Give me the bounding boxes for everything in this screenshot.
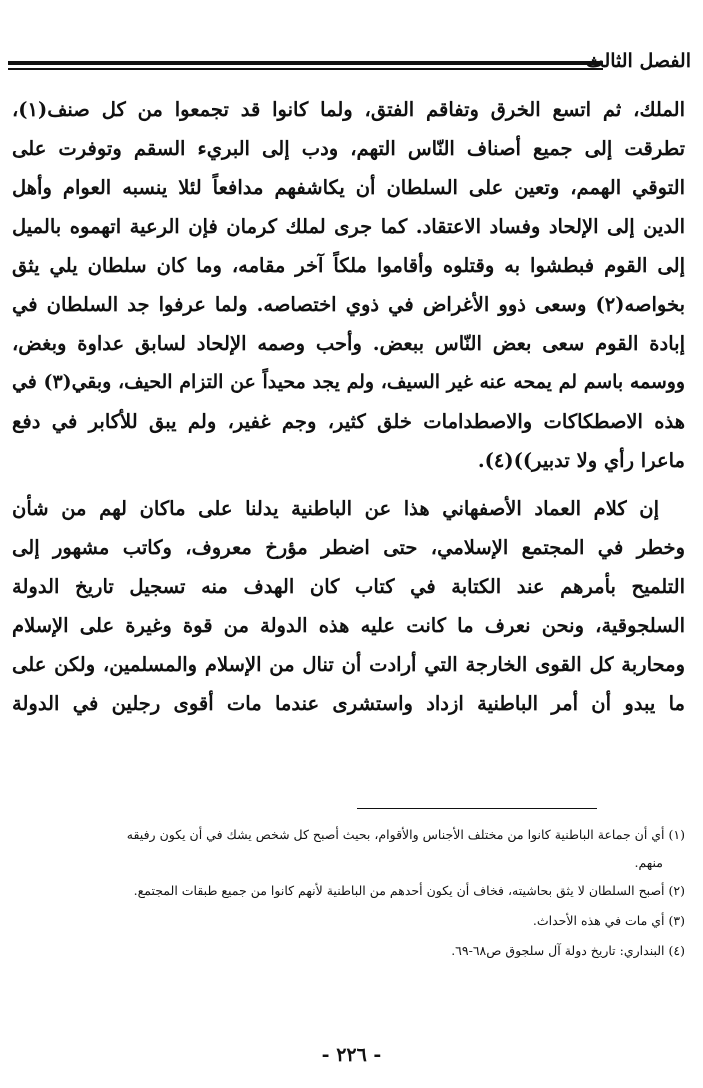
text-line-content: ماعرا رأي ولا تدبير))(٤). xyxy=(477,449,685,472)
text-line xyxy=(12,684,685,723)
text-line xyxy=(12,645,685,684)
text-line-content: الدين إلى الإلحاد وفساد الاعتقاد. كما جرى لملك كرمان فإن الرعية اتهموه بالميل xyxy=(12,215,685,238)
main-text xyxy=(12,90,685,723)
header-rule-thin xyxy=(8,68,603,70)
text-line-content: ومحاربة كل القوى الخارجة التي أرادت أن تنال من الإسلام والمسلمين، ولكن على xyxy=(12,653,685,676)
footnote-1-continuation: منهم. xyxy=(634,855,663,870)
text-line-content: إن كلام العماد الأصفهاني هذا عن الباطنية يدلنا على ماكان لهم من شأن xyxy=(12,497,659,520)
footnote-separator xyxy=(357,808,597,809)
text-line xyxy=(12,90,685,129)
footnote-4: (٤) البنداري: تاريخ دولة آل سلجوق ص٦٨-٦٩. xyxy=(451,943,685,958)
page-number: - ٢٢٦ - xyxy=(321,1044,382,1066)
chapter-title: الفصل الثالث xyxy=(585,50,691,72)
footnote-3: (٣) أي مات في هذه الأحداث. xyxy=(532,913,685,928)
text-line-content: ما يبدو أن أمر الباطنية ازداد واستشرى عندما مات أقوى رجلين في الدولة xyxy=(12,692,685,715)
footnotes xyxy=(10,820,685,966)
text-line xyxy=(12,567,685,606)
text-line xyxy=(12,285,685,324)
text-line xyxy=(12,129,685,168)
text-line xyxy=(12,363,685,402)
text-line-content: وخطر في المجتمع الإسلامي، حتى اضطر مؤرخ معروف، وكاتب مشهور إلى xyxy=(12,536,685,559)
header-rule xyxy=(8,52,603,74)
text-line-content: السلجوقية، ونحن نعرف ما كانت عليه هذه الدولة من قوة وغيرة على الإسلام xyxy=(12,614,685,637)
footnote-1: (١) أي أن جماعة الباطنية كانوا من مختلف الأجناس والأقوام، بحيث أصبح كل شخص يشك في أن يكون رفيقه xyxy=(126,827,685,842)
paragraph-gap xyxy=(12,480,685,489)
footnote-2: (٢) أصبح السلطان لا يثق بحاشيته، فخاف أن يكون أحدهم من الباطنية لأنهم كانوا من جميع طبقات المجتمع. xyxy=(133,883,685,898)
text-line-content: الملك، ثم اتسع الخرق وتفاقم الفتق، ولما كانوا قد تجمعوا من كل صنف(١)، xyxy=(12,98,685,121)
text-line xyxy=(12,489,685,528)
text-line xyxy=(12,168,685,207)
paragraph-1 xyxy=(12,90,685,480)
text-line xyxy=(12,441,685,480)
header-rule-thick xyxy=(8,61,603,65)
text-line-content: إلى القوم فبطشوا به وقتلوه وأقاموا ملكاً آخر مقامه، وما كان سلطان يلي يثق xyxy=(12,254,685,277)
text-line xyxy=(12,528,685,567)
text-line-content: ووسمه باسم لم يمحه عنه غير السيف، ولم يجد محيداً عن التزام الحيف، وبقي(٣) في xyxy=(12,371,685,393)
paragraph-2 xyxy=(12,489,685,723)
text-line-content: إبادة القوم سعى بعض النّاس ببعض. وأحب وصمه الإلحاد لسابق عداوة وبغض، xyxy=(12,332,685,355)
text-line xyxy=(12,402,685,441)
text-line xyxy=(12,606,685,645)
text-line xyxy=(12,246,685,285)
text-line-content: هذه الاصطكاكات والاصطدامات خلق كثير، وجم غفير، ولم يبق للأكابر في دفع xyxy=(12,410,685,433)
text-line xyxy=(12,324,685,363)
text-line-content: التوقي الهمم، وتعين على السلطان أن يكاشفهم مدافعاً لئلا ينسبه العوام وأهل xyxy=(12,176,685,199)
text-line xyxy=(12,207,685,246)
text-line-content: تطرقت إلى جميع أصناف النّاس التهم، ودب إلى البريء السقم وتوفرت على xyxy=(12,137,685,160)
text-line-content: بخواصه(٢) وسعى ذوو الأغراض في ذوي اختصاصه. ولما عرفوا جد السلطان في xyxy=(12,293,685,316)
text-line-content: التلميح بأمرهم عند الكتابة في كتاب كان الهدف منه تسجيل تاريخ الدولة xyxy=(12,575,685,598)
